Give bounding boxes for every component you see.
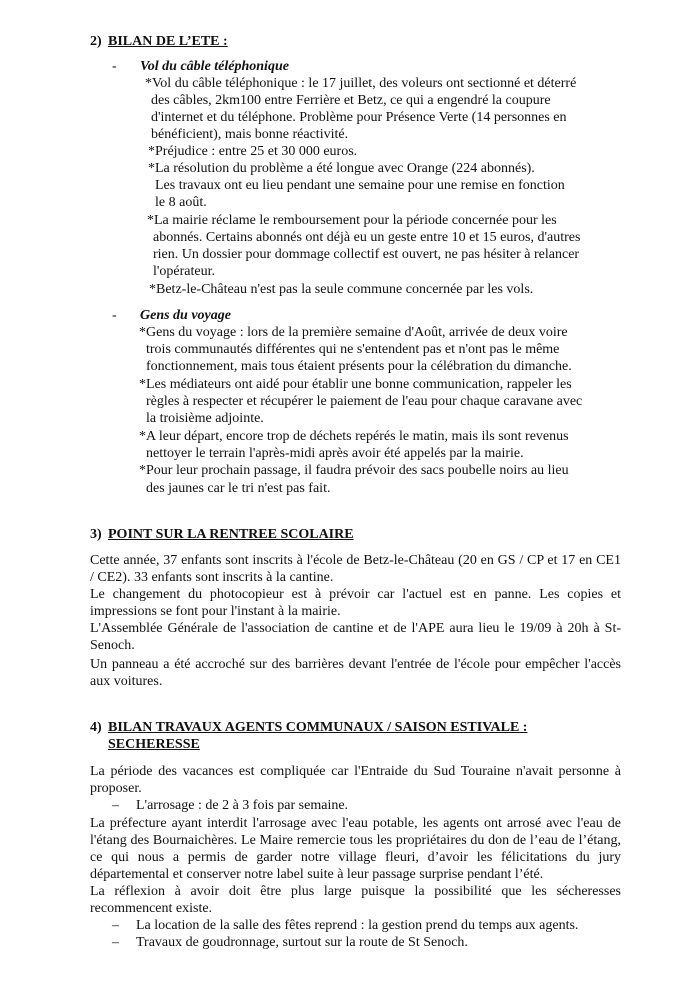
text-line: des jaunes car le tri n'est pas fait. — [146, 481, 331, 496]
list-item-text: L'arrosage : de 2 à 3 fois par semaine. — [136, 798, 349, 813]
text-line: le 8 août. — [155, 195, 207, 210]
section-4-title: BILAN TRAVAUX AGENTS COMMUNAUX / SAISON ESTIVALE : — [108, 720, 528, 735]
text-line: *Préjudice : entre 25 et 30 000 euros. — [148, 144, 358, 159]
text-line: d'internet et du téléphone. Problème pour Présence Verte (14 personnes en — [151, 110, 567, 125]
subsection-cable-theft-heading — [112, 58, 289, 75]
text-line: la troisième adjointe. — [146, 411, 264, 426]
paragraph: La réflexion à avoir doit être plus large puisque la possibilité que les sécheresses recommencent existe. — [90, 884, 621, 916]
list-item — [112, 917, 578, 934]
list-item-text: Travaux de goudronnage, surtout sur la route de St Senoch. — [136, 935, 468, 950]
list-item-text: La location de la salle des fêtes reprend : la gestion prend du temps aux agents. — [136, 918, 579, 933]
section-2-number: 2) — [90, 34, 102, 49]
section-4-number: 4) — [90, 720, 102, 735]
paragraph: La période des vacances est compliquée car l'Entraide du Sud Touraine n'avait personne à proposer. — [90, 764, 621, 796]
text-line: *Pour leur prochain passage, il faudra prévoir des sacs poubelle noirs au lieu — [139, 463, 569, 478]
subsection-travellers-heading — [112, 307, 231, 324]
paragraph: Le changement du photocopieur est à prévoir car l'actuel est en panne. Les copies et impressions se font pour l'instant à la mairie. — [90, 587, 621, 619]
section-2-title: BILAN DE L’ETE : — [108, 34, 228, 49]
text-line: règles à respecter et récupérer le paiement de l'eau pour chaque caravane avec — [146, 394, 583, 409]
text-line: bénéficient), mais bonne réactivité. — [151, 127, 349, 142]
list-dash: – — [112, 935, 119, 950]
text-line: rien. Un dossier pour dommage collectif est ouvert, ne pas hésiter à relancer — [153, 247, 580, 262]
text-line: l'opérateur. — [153, 264, 215, 279]
text-line: *La mairie réclame le remboursement pour la période concernée pour les — [147, 213, 557, 228]
list-dash: - — [112, 308, 117, 323]
subsection-travellers-title: Gens du voyage — [140, 308, 231, 323]
list-item — [112, 797, 348, 814]
section-3-number: 3) — [90, 527, 102, 542]
list-dash: – — [112, 798, 119, 813]
section-2-heading — [90, 33, 228, 50]
text-line: *Les médiateurs ont aidé pour établir une bonne communication, rappeler les — [139, 377, 572, 392]
text-line: trois communautés différentes qui ne s'entendent pas et n'ont pas le même — [146, 342, 560, 357]
section-4-title-continued: SECHERESSE — [108, 737, 200, 752]
section-4-heading — [90, 719, 527, 736]
subsection-cable-theft-title: Vol du câble téléphonique — [140, 59, 289, 74]
paragraph: Cette année, 37 enfants sont inscrits à l'école de Betz-le-Château (20 en GS / CP et 17 en CE1 / CE2). 33 enfants sont inscrits à la cantine. — [90, 553, 621, 585]
paragraph: La préfecture ayant interdit l'arrosage avec l'eau potable, les agents ont arrosé avec l'eau de l'étang des Bournaichères. Le Maire remercie tous les propriétaires du don de l’eau de l’étang, ce qui nous a permis de garder notre village fleuri, d’avoir les félicitations du jury départemental et conserver notre label suite à leur passage surprise pendant l’été. — [90, 816, 621, 882]
section-3-title: POINT SUR LA RENTREE SCOLAIRE — [108, 527, 354, 542]
paragraph: Un panneau a été accroché sur des barrières devant l'entrée de l'école pour empêcher l'accès aux voitures. — [90, 657, 621, 689]
text-line: *A leur départ, encore trop de déchets repérés le matin, mais ils sont revenus — [139, 429, 569, 444]
list-dash: - — [112, 59, 117, 74]
text-line: abonnés. Certains abonnés ont déjà eu un geste entre 10 et 15 euros, d'autres — [153, 230, 581, 245]
list-dash: – — [112, 918, 119, 933]
text-line: *Vol du câble téléphonique : le 17 juillet, des voleurs ont sectionné et déterré — [145, 76, 577, 91]
text-line: *La résolution du problème a été longue avec Orange (224 abonnés). — [148, 161, 535, 176]
section-3-heading — [90, 526, 354, 543]
list-item — [112, 934, 468, 951]
paragraph: L'Assemblée Générale de l'association de cantine et de l'APE aura lieu le 19/09 à 20h à St-Senoch. — [90, 621, 621, 653]
text-line: nettoyer le terrain l'après-midi après avoir été appelés par la mairie. — [146, 446, 524, 461]
text-line: Les travaux ont eu lieu pendant une semaine pour une remise en fonction — [155, 178, 565, 193]
text-line: fonctionnement, mais tous étaient présents pour la célébration du dimanche. — [146, 359, 572, 374]
text-line: des câbles, 2km100 entre Ferrière et Betz, ce qui a engendré la coupure — [151, 93, 551, 108]
text-line: *Betz-le-Château n'est pas la seule commune concernée par les vols. — [149, 282, 534, 297]
text-line: *Gens du voyage : lors de la première semaine d'Août, arrivée de deux voire — [139, 325, 568, 340]
